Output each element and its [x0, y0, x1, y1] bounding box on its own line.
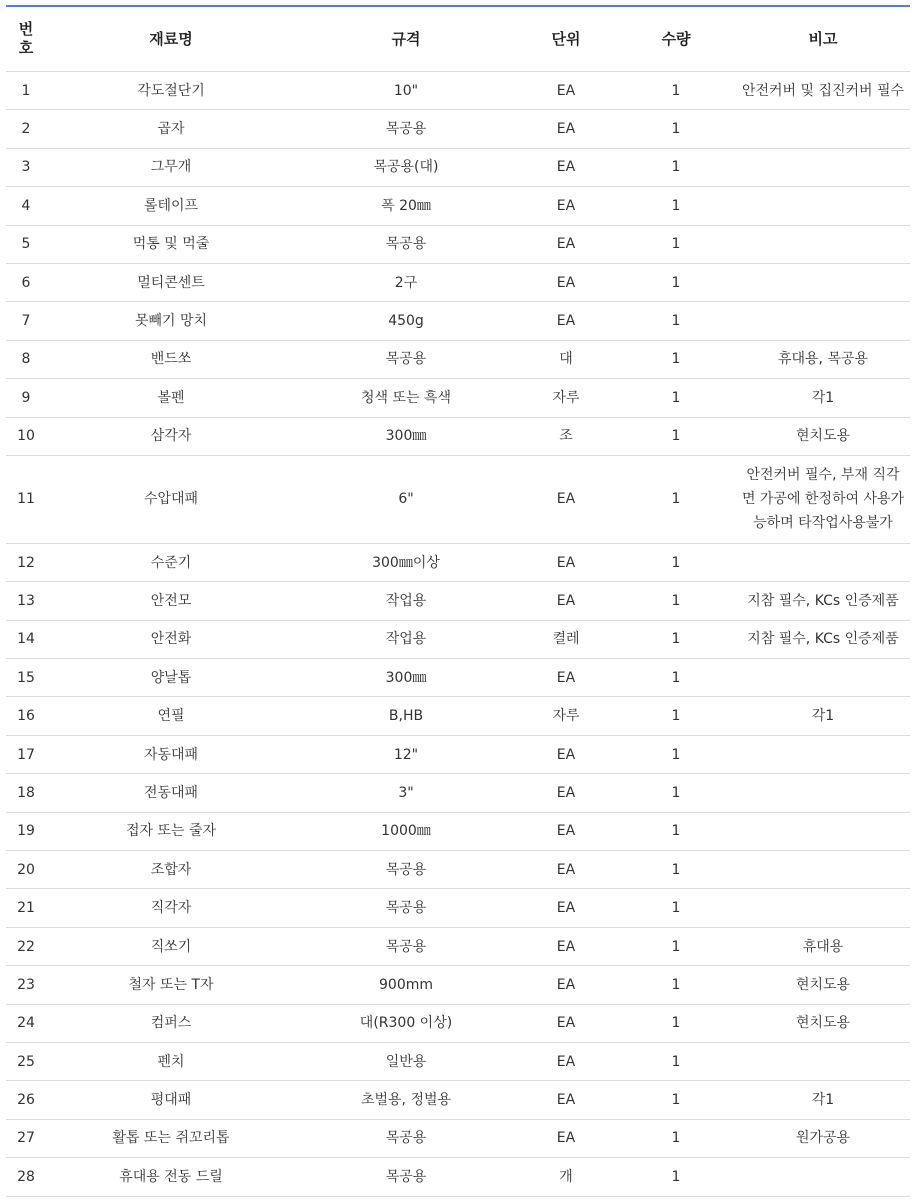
- table-row: [6, 620, 910, 658]
- cell-material-name: 롤테이프: [46, 187, 296, 225]
- cell-material-name: 각도절단기: [46, 72, 296, 110]
- cell-unit: 조: [516, 417, 616, 455]
- cell-material-name: 밴드쏘: [46, 340, 296, 378]
- cell-note: 안전커버 필수, 부재 직각면 가공에 한정하여 사용가능하며 타작업사용불가: [736, 455, 910, 543]
- cell-note: 지참 필수, KCs 인증제품: [736, 620, 910, 658]
- cell-material-name: 삼각자: [46, 417, 296, 455]
- cell-note: [736, 659, 910, 697]
- cell-unit: EA: [516, 851, 616, 889]
- cell-number: 14: [6, 620, 46, 658]
- cell-note: 지참 필수, KCs 인증제품: [736, 582, 910, 620]
- cell-spec: 청색 또는 흑색: [296, 379, 516, 417]
- cell-quantity: 1: [616, 620, 736, 658]
- cell-material-name: 안전화: [46, 620, 296, 658]
- cell-note: 각1: [736, 697, 910, 735]
- cell-note: [736, 302, 910, 340]
- cell-quantity: 1: [616, 927, 736, 965]
- cell-spec: 900mm: [296, 966, 516, 1004]
- cell-number: 11: [6, 455, 46, 543]
- cell-quantity: 1: [616, 302, 736, 340]
- cell-note: [736, 851, 910, 889]
- cell-material-name: 전동대패: [46, 774, 296, 812]
- table-row: [6, 455, 910, 543]
- table-row: [6, 1042, 910, 1080]
- table-header: [6, 6, 910, 72]
- cell-unit: 개: [516, 1158, 616, 1196]
- table-row: [6, 889, 910, 927]
- cell-number: 24: [6, 1004, 46, 1042]
- cell-note: 휴대용, 목공용: [736, 340, 910, 378]
- cell-note: 각1: [736, 1081, 910, 1119]
- cell-quantity: 1: [616, 966, 736, 1004]
- cell-unit: EA: [516, 110, 616, 148]
- cell-spec: 3": [296, 774, 516, 812]
- cell-note: [736, 187, 910, 225]
- cell-unit: EA: [516, 774, 616, 812]
- cell-spec: 1000㎜: [296, 812, 516, 850]
- cell-quantity: 1: [616, 1158, 736, 1196]
- cell-note: [736, 812, 910, 850]
- cell-note: [736, 735, 910, 773]
- cell-material-name: 안전모: [46, 582, 296, 620]
- table-row: [6, 774, 910, 812]
- table-row: [6, 110, 910, 148]
- table-row: [6, 302, 910, 340]
- cell-number: 5: [6, 225, 46, 263]
- cell-unit: EA: [516, 1004, 616, 1042]
- cell-material-name: 직쏘기: [46, 927, 296, 965]
- table-row: [6, 340, 910, 378]
- cell-unit: EA: [516, 225, 616, 263]
- cell-quantity: 1: [616, 379, 736, 417]
- cell-quantity: 1: [616, 1042, 736, 1080]
- cell-number: 15: [6, 659, 46, 697]
- cell-note: 현치도용: [736, 1004, 910, 1042]
- cell-unit: EA: [516, 263, 616, 301]
- cell-number: 20: [6, 851, 46, 889]
- header-note: 비고: [736, 6, 910, 72]
- cell-material-name: 활톱 또는 쥐꼬리톱: [46, 1119, 296, 1157]
- header-number: [6, 6, 46, 72]
- cell-spec: 목공용: [296, 927, 516, 965]
- header-material-name: 재료명: [46, 6, 296, 72]
- cell-spec: 폭 20㎜: [296, 187, 516, 225]
- cell-spec: 목공용: [296, 1119, 516, 1157]
- table-row: [6, 1119, 910, 1157]
- cell-spec: 목공용: [296, 225, 516, 263]
- cell-spec: 6": [296, 455, 516, 543]
- cell-unit: EA: [516, 543, 616, 581]
- cell-number: 2: [6, 110, 46, 148]
- cell-quantity: 1: [616, 1004, 736, 1042]
- cell-note: [736, 889, 910, 927]
- cell-quantity: 1: [616, 582, 736, 620]
- table-row: [6, 1081, 910, 1119]
- cell-spec: 목공용: [296, 851, 516, 889]
- cell-unit: EA: [516, 455, 616, 543]
- header-number-line1: 번: [18, 20, 34, 38]
- cell-quantity: 1: [616, 735, 736, 773]
- cell-number: 28: [6, 1158, 46, 1196]
- cell-quantity: 1: [616, 148, 736, 186]
- table-row: [6, 72, 910, 110]
- cell-spec: 목공용: [296, 110, 516, 148]
- cell-quantity: 1: [616, 187, 736, 225]
- header-unit: 단위: [516, 6, 616, 72]
- cell-material-name: 못빼기 망치: [46, 302, 296, 340]
- cell-material-name: 철자 또는 T자: [46, 966, 296, 1004]
- cell-quantity: 1: [616, 774, 736, 812]
- cell-material-name: 접자 또는 줄자: [46, 812, 296, 850]
- cell-unit: EA: [516, 302, 616, 340]
- table-row: [6, 225, 910, 263]
- cell-number: 16: [6, 697, 46, 735]
- cell-spec: 일반용: [296, 1042, 516, 1080]
- cell-spec: 목공용: [296, 340, 516, 378]
- cell-note: [736, 543, 910, 581]
- cell-material-name: 휴대용 전동 드릴: [46, 1158, 296, 1196]
- cell-material-name: 양날톱: [46, 659, 296, 697]
- cell-quantity: 1: [616, 225, 736, 263]
- cell-unit: EA: [516, 735, 616, 773]
- cell-unit: EA: [516, 1119, 616, 1157]
- cell-spec: 목공용: [296, 1158, 516, 1196]
- cell-number: 19: [6, 812, 46, 850]
- table-row: [6, 735, 910, 773]
- cell-number: 1: [6, 72, 46, 110]
- cell-note: [736, 225, 910, 263]
- table-row: [6, 263, 910, 301]
- table-row: [6, 966, 910, 1004]
- cell-unit: 자루: [516, 697, 616, 735]
- table-row: [6, 582, 910, 620]
- cell-material-name: 그무개: [46, 148, 296, 186]
- cell-quantity: 1: [616, 455, 736, 543]
- table-row: [6, 697, 910, 735]
- table-body: [6, 72, 910, 1197]
- header-number-line2: 호: [18, 39, 34, 57]
- cell-spec: 450g: [296, 302, 516, 340]
- cell-quantity: 1: [616, 889, 736, 927]
- cell-unit: EA: [516, 812, 616, 850]
- cell-note: [736, 1042, 910, 1080]
- cell-material-name: 조합자: [46, 851, 296, 889]
- materials-table: [6, 5, 910, 1197]
- cell-material-name: 평대패: [46, 1081, 296, 1119]
- cell-unit: EA: [516, 1042, 616, 1080]
- table-row: [6, 1004, 910, 1042]
- header-spec: 규격: [296, 6, 516, 72]
- cell-number: 25: [6, 1042, 46, 1080]
- cell-material-name: 멀티콘센트: [46, 263, 296, 301]
- cell-note: 원가공용: [736, 1119, 910, 1157]
- cell-quantity: 1: [616, 851, 736, 889]
- table-row: [6, 417, 910, 455]
- cell-unit: EA: [516, 72, 616, 110]
- cell-note: [736, 774, 910, 812]
- cell-material-name: 직각자: [46, 889, 296, 927]
- table-row: [6, 812, 910, 850]
- cell-quantity: 1: [616, 812, 736, 850]
- cell-note: 현치도용: [736, 966, 910, 1004]
- cell-material-name: 펜치: [46, 1042, 296, 1080]
- cell-material-name: 수압대패: [46, 455, 296, 543]
- table-row: [6, 851, 910, 889]
- cell-spec: 2구: [296, 263, 516, 301]
- cell-spec: 300㎜: [296, 417, 516, 455]
- cell-note: [736, 1158, 910, 1196]
- cell-quantity: 1: [616, 110, 736, 148]
- cell-spec: 10": [296, 72, 516, 110]
- cell-unit: 자루: [516, 379, 616, 417]
- cell-unit: 대: [516, 340, 616, 378]
- table-row: [6, 379, 910, 417]
- cell-number: 4: [6, 187, 46, 225]
- cell-spec: 목공용(대): [296, 148, 516, 186]
- cell-material-name: 수준기: [46, 543, 296, 581]
- cell-number: 17: [6, 735, 46, 773]
- table-row: [6, 927, 910, 965]
- cell-quantity: 1: [616, 697, 736, 735]
- cell-unit: EA: [516, 187, 616, 225]
- cell-note: 각1: [736, 379, 910, 417]
- cell-number: 8: [6, 340, 46, 378]
- cell-quantity: 1: [616, 1081, 736, 1119]
- cell-number: 26: [6, 1081, 46, 1119]
- table-row: [6, 148, 910, 186]
- cell-note: 휴대용: [736, 927, 910, 965]
- cell-material-name: 연필: [46, 697, 296, 735]
- cell-spec: 300㎜이상: [296, 543, 516, 581]
- cell-note: 현치도용: [736, 417, 910, 455]
- cell-quantity: 1: [616, 417, 736, 455]
- cell-spec: 작업용: [296, 620, 516, 658]
- table-row: [6, 543, 910, 581]
- cell-number: 3: [6, 148, 46, 186]
- cell-unit: EA: [516, 889, 616, 927]
- cell-number: 21: [6, 889, 46, 927]
- cell-number: 6: [6, 263, 46, 301]
- cell-material-name: 곱자: [46, 110, 296, 148]
- cell-number: 23: [6, 966, 46, 1004]
- cell-quantity: 1: [616, 72, 736, 110]
- cell-quantity: 1: [616, 263, 736, 301]
- cell-spec: B,HB: [296, 697, 516, 735]
- cell-number: 7: [6, 302, 46, 340]
- cell-spec: 12": [296, 735, 516, 773]
- table-row: [6, 187, 910, 225]
- header-quantity: 수량: [616, 6, 736, 72]
- cell-material-name: 컴퍼스: [46, 1004, 296, 1042]
- cell-number: 9: [6, 379, 46, 417]
- cell-material-name: 볼펜: [46, 379, 296, 417]
- cell-unit: EA: [516, 1081, 616, 1119]
- header-row: [6, 6, 910, 72]
- cell-quantity: 1: [616, 340, 736, 378]
- cell-note: [736, 110, 910, 148]
- cell-spec: 대(R300 이상): [296, 1004, 516, 1042]
- cell-note: 안전커버 및 집진커버 필수: [736, 72, 910, 110]
- cell-number: 12: [6, 543, 46, 581]
- cell-quantity: 1: [616, 659, 736, 697]
- cell-unit: EA: [516, 927, 616, 965]
- cell-quantity: 1: [616, 543, 736, 581]
- cell-material-name: 자동대패: [46, 735, 296, 773]
- cell-unit: EA: [516, 148, 616, 186]
- cell-unit: EA: [516, 659, 616, 697]
- table-row: [6, 1158, 910, 1196]
- cell-number: 10: [6, 417, 46, 455]
- cell-number: 22: [6, 927, 46, 965]
- cell-spec: 300㎜: [296, 659, 516, 697]
- cell-unit: EA: [516, 966, 616, 1004]
- cell-unit: 켤레: [516, 620, 616, 658]
- cell-unit: EA: [516, 582, 616, 620]
- cell-spec: 작업용: [296, 582, 516, 620]
- cell-spec: 초벌용, 정벌용: [296, 1081, 516, 1119]
- cell-number: 27: [6, 1119, 46, 1157]
- cell-note: [736, 263, 910, 301]
- cell-spec: 목공용: [296, 889, 516, 927]
- cell-material-name: 먹통 및 먹줄: [46, 225, 296, 263]
- table-row: [6, 659, 910, 697]
- cell-number: 13: [6, 582, 46, 620]
- cell-quantity: 1: [616, 1119, 736, 1157]
- cell-number: 18: [6, 774, 46, 812]
- cell-note: [736, 148, 910, 186]
